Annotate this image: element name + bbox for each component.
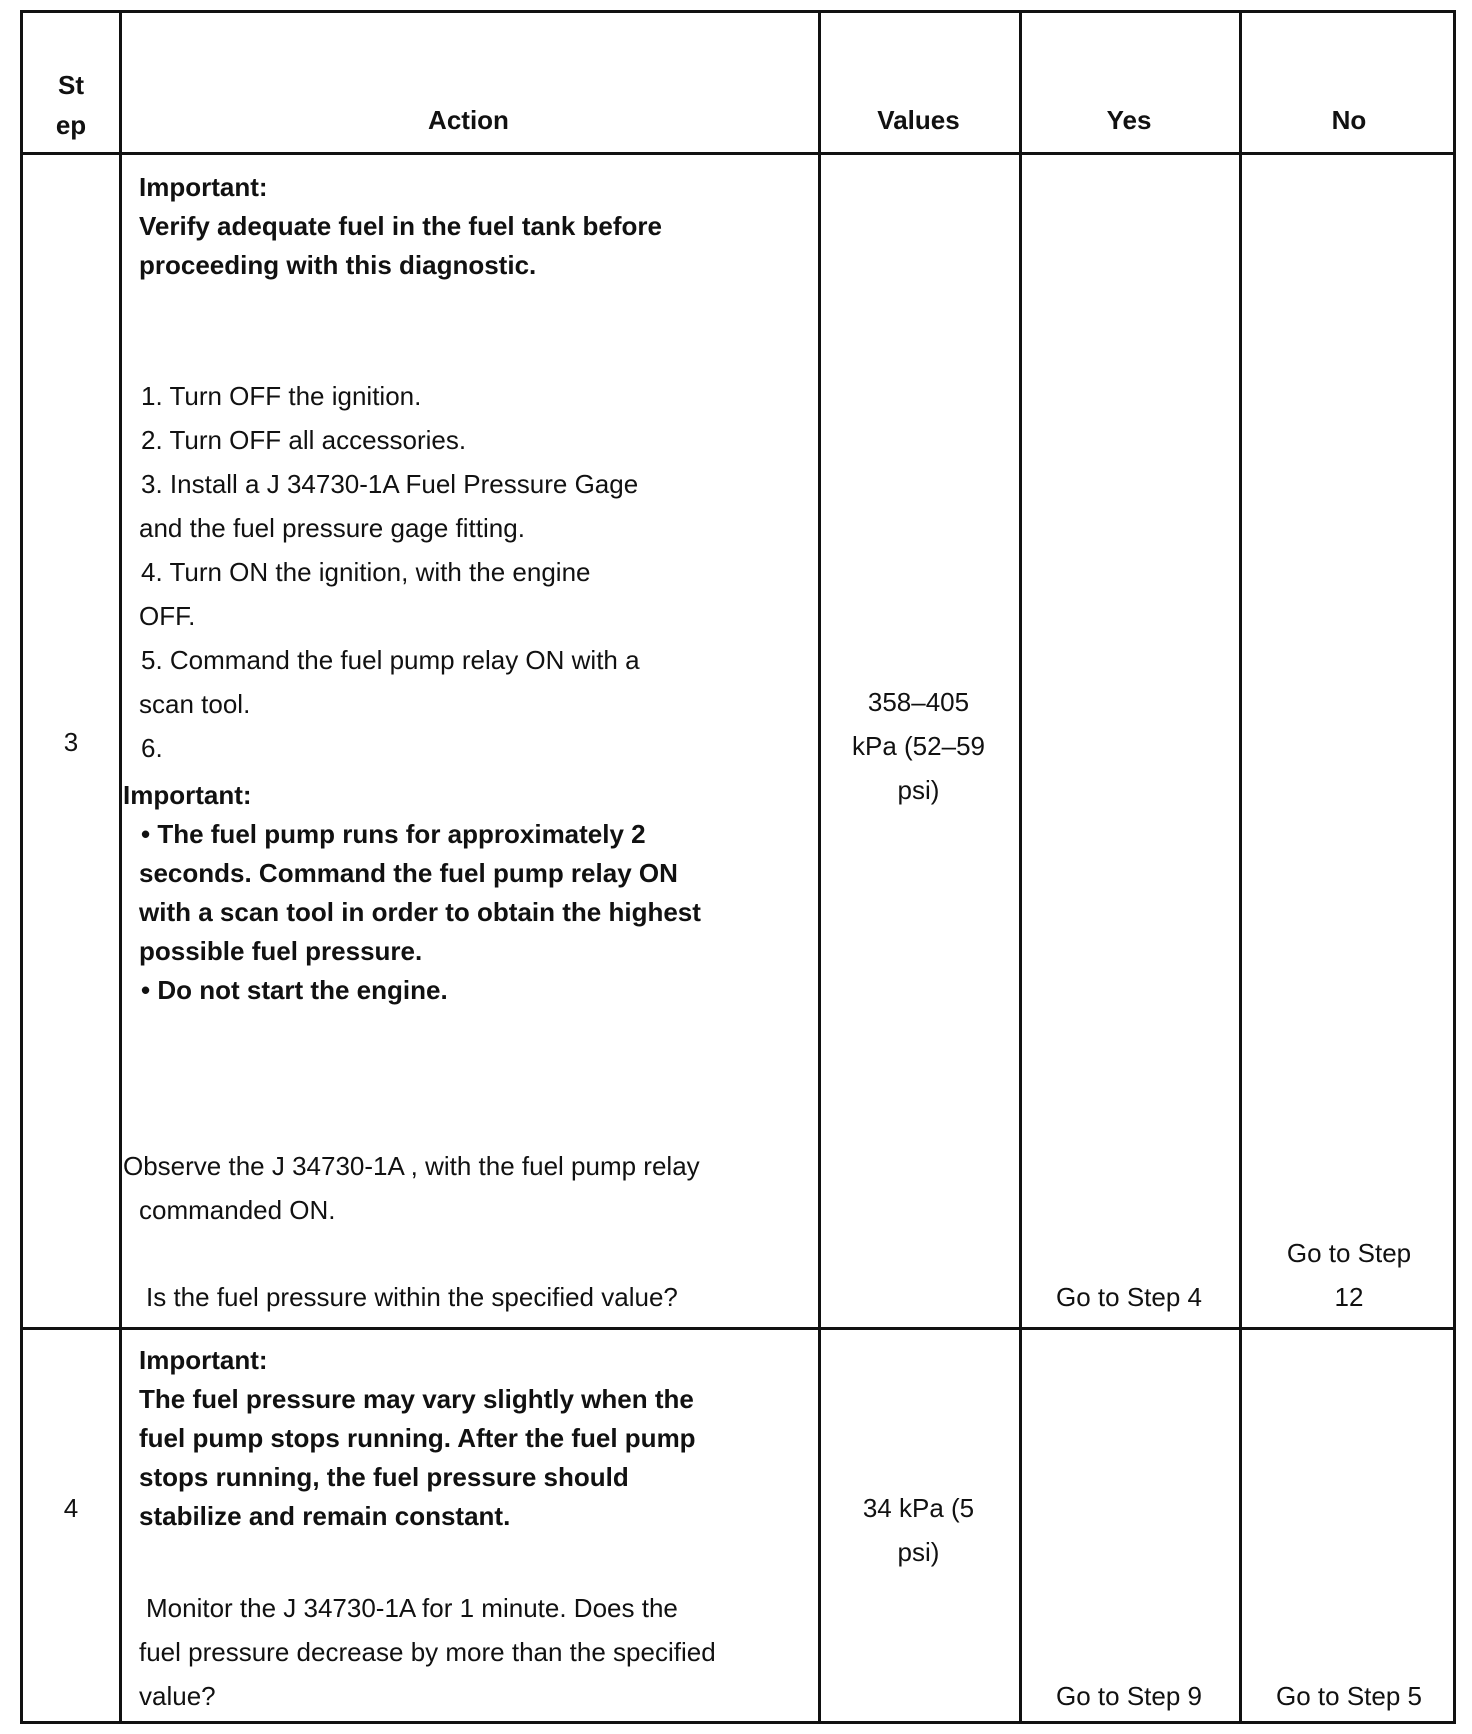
yes-link[interactable]: Go to Step 4 [1056, 1282, 1202, 1312]
procedure-step: scan tool. [139, 689, 251, 719]
important-text: Verify adequate fuel in the fuel tank before [139, 211, 663, 241]
observe-text: Observe the J 34730-1A , with the fuel pump relay [123, 1151, 700, 1181]
important-text: stabilize and remain constant. [139, 1501, 511, 1531]
procedure-step: 4. Turn ON the ignition, with the engine [141, 557, 591, 587]
procedure-step: 1. Turn OFF the ignition. [141, 381, 422, 411]
header-yes: Yes [1106, 105, 1152, 135]
procedure-step: OFF. [139, 601, 196, 631]
important-bullet: seconds. Command the fuel pump relay ON [139, 858, 678, 888]
important-label: Important: [139, 1345, 268, 1375]
question-text: Is the fuel pressure within the specified value? [146, 1282, 678, 1312]
no-link[interactable]: Go to Step 5 [1276, 1681, 1422, 1711]
important-bullet: • The fuel pump runs for approximately 2 [141, 819, 646, 849]
question-text: value? [139, 1681, 216, 1711]
important-text: proceeding with this diagnostic. [139, 250, 537, 280]
question-text: Monitor the J 34730-1A for 1 minute. Does the [146, 1593, 678, 1623]
important-bullet: possible fuel pressure. [139, 936, 423, 966]
header-no: No [1331, 105, 1367, 135]
procedure-step: and the fuel pressure gage fitting. [139, 513, 525, 543]
row-divider [23, 152, 1453, 155]
important-bullet: • Do not start the engine. [141, 975, 448, 1005]
important-label: Important: [139, 172, 268, 202]
value-text: psi) [897, 1537, 940, 1567]
col-divider [119, 13, 122, 1721]
procedure-step: 6. [141, 733, 163, 763]
value-text: 34 kPa (5 [862, 1493, 975, 1523]
procedure-step: 3. Install a J 34730-1A Fuel Pressure Gage [141, 469, 639, 499]
row-divider [23, 1327, 1453, 1330]
procedure-step: 2. Turn OFF all accessories. [141, 425, 467, 455]
header-action: Action [428, 105, 509, 135]
important-bullet: with a scan tool in order to obtain the highest [139, 897, 701, 927]
col-divider [1019, 13, 1022, 1721]
col-divider [1239, 13, 1242, 1721]
no-link[interactable]: 12 [1334, 1282, 1364, 1312]
value-text: kPa (52–59 [852, 731, 985, 761]
step-number: 3 [63, 727, 79, 757]
value-text: 358–405 [867, 687, 970, 717]
observe-text: commanded ON. [139, 1195, 336, 1225]
value-text: psi) [897, 775, 940, 805]
procedure-table [20, 10, 1456, 1724]
header-values: Values [877, 105, 960, 135]
col-divider [818, 13, 821, 1721]
procedure-step: 5. Command the fuel pump relay ON with a [141, 645, 640, 675]
important-text: stops running, the fuel pressure should [139, 1462, 629, 1492]
header-step: St ep [55, 70, 87, 140]
yes-link[interactable]: Go to Step 9 [1056, 1681, 1202, 1711]
important-label: Important: [123, 780, 252, 810]
step-number: 4 [63, 1493, 79, 1523]
no-link[interactable]: Go to Step [1286, 1238, 1412, 1268]
question-text: fuel pressure decrease by more than the specified [139, 1637, 716, 1667]
important-text: fuel pump stops running. After the fuel pump [139, 1423, 696, 1453]
important-text: The fuel pressure may vary slightly when the [139, 1384, 694, 1414]
